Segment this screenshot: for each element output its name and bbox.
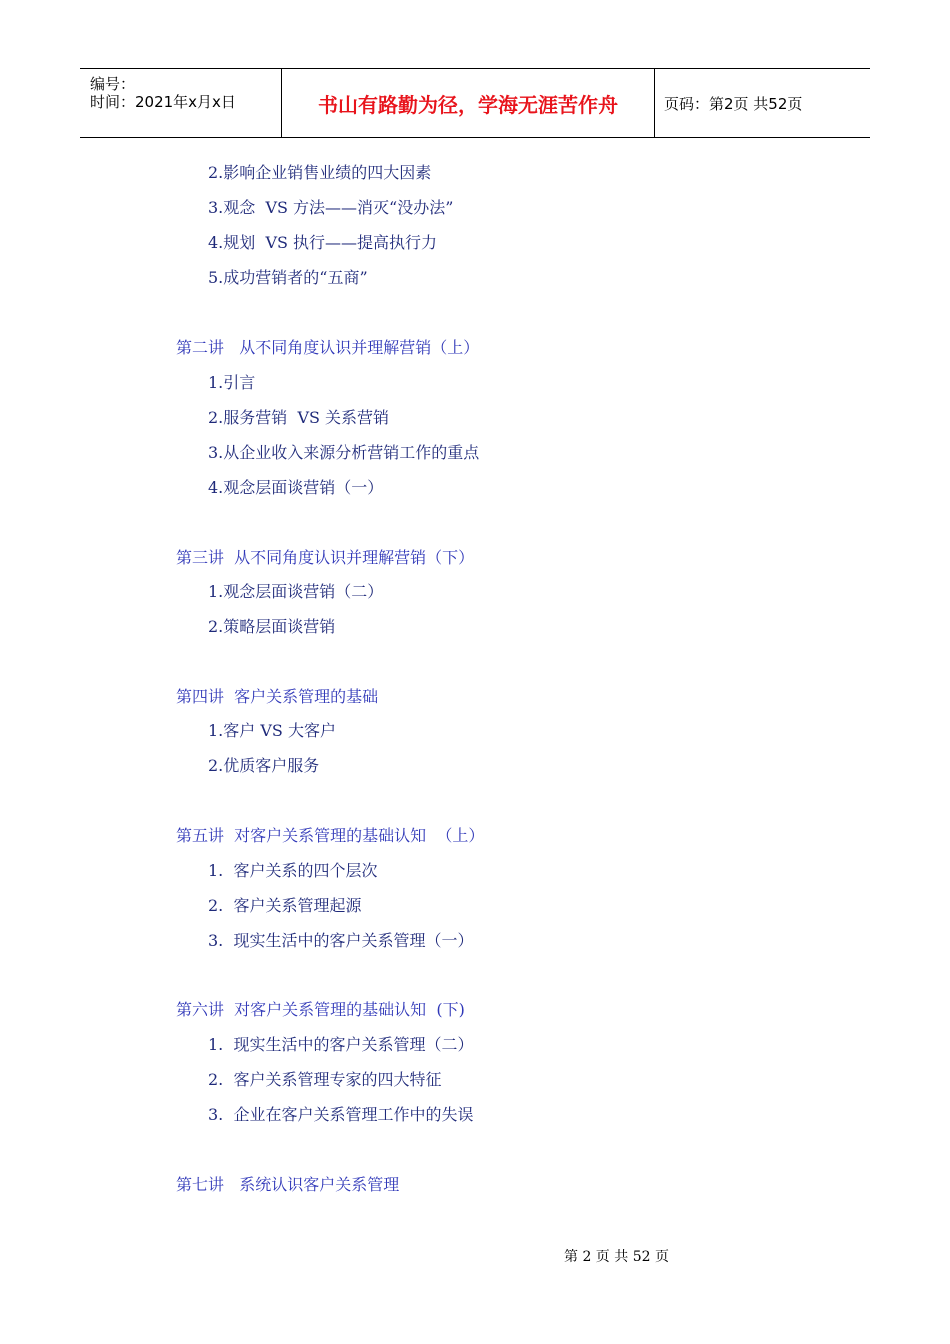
toc-item: 4.规划 VS 执行——提高执行力 (208, 233, 438, 252)
toc-item: 3.从企业收入来源分析营销工作的重点 (208, 443, 480, 462)
page-header (80, 68, 870, 138)
toc-item: 1.客户 VS 大客户 (208, 721, 336, 740)
toc-section-heading: 第五讲 对客户关系管理的基础认知 （上） (176, 826, 485, 845)
toc-item: 5.成功营销者的“五商” (208, 268, 368, 287)
toc-item: 2. 客户关系管理专家的四大特征 (208, 1070, 442, 1089)
toc-item: 1.观念层面谈营销（二） (208, 582, 384, 601)
time-label: 时间：2021年x月x日 (90, 93, 236, 111)
toc-section-heading: 第二讲 从不同角度认识并理解营销（上） (176, 338, 480, 357)
toc-section-heading: 第七讲 系统认识客户关系管理 (176, 1175, 400, 1194)
footer-page-number: 第 2 页 共 52 页 (564, 1249, 669, 1265)
toc-item: 2.策略层面谈营销 (208, 617, 336, 636)
toc-item: 3. 企业在客户关系管理工作中的失误 (208, 1105, 474, 1124)
toc-section-heading: 第三讲 从不同角度认识并理解营销（下） (176, 548, 475, 567)
header-page-info (664, 69, 870, 137)
toc-item: 2. 客户关系管理起源 (208, 896, 362, 915)
toc-item: 2.服务营销 VS 关系营销 (208, 408, 390, 427)
toc-item: 1. 客户关系的四个层次 (208, 861, 378, 880)
toc-item: 1.引言 (208, 373, 256, 392)
number-label: 编号： (90, 75, 136, 93)
toc-item: 2.优质客户服务 (208, 756, 320, 775)
toc-item: 3.观念 VS 方法——消灭“没办法” (208, 198, 454, 217)
page-info-text: 页码：第2页 共52页 (664, 94, 803, 113)
toc-item: 3. 现实生活中的客户关系管理（一） (208, 931, 474, 950)
toc-item: 4.观念层面谈营销（一） (208, 478, 384, 497)
toc-item: 1. 现实生活中的客户关系管理（二） (208, 1035, 474, 1054)
toc-item: 2.影响企业销售业绩的四大因素 (208, 163, 432, 182)
header-meta-cell (80, 69, 282, 137)
header-motto: 书山有路勤为径，学海无涯苦作舟 (282, 69, 655, 137)
toc-section-heading: 第四讲 客户关系管理的基础 (176, 687, 379, 706)
toc-section-heading: 第六讲 对客户关系管理的基础认知 (下) (176, 1000, 465, 1019)
